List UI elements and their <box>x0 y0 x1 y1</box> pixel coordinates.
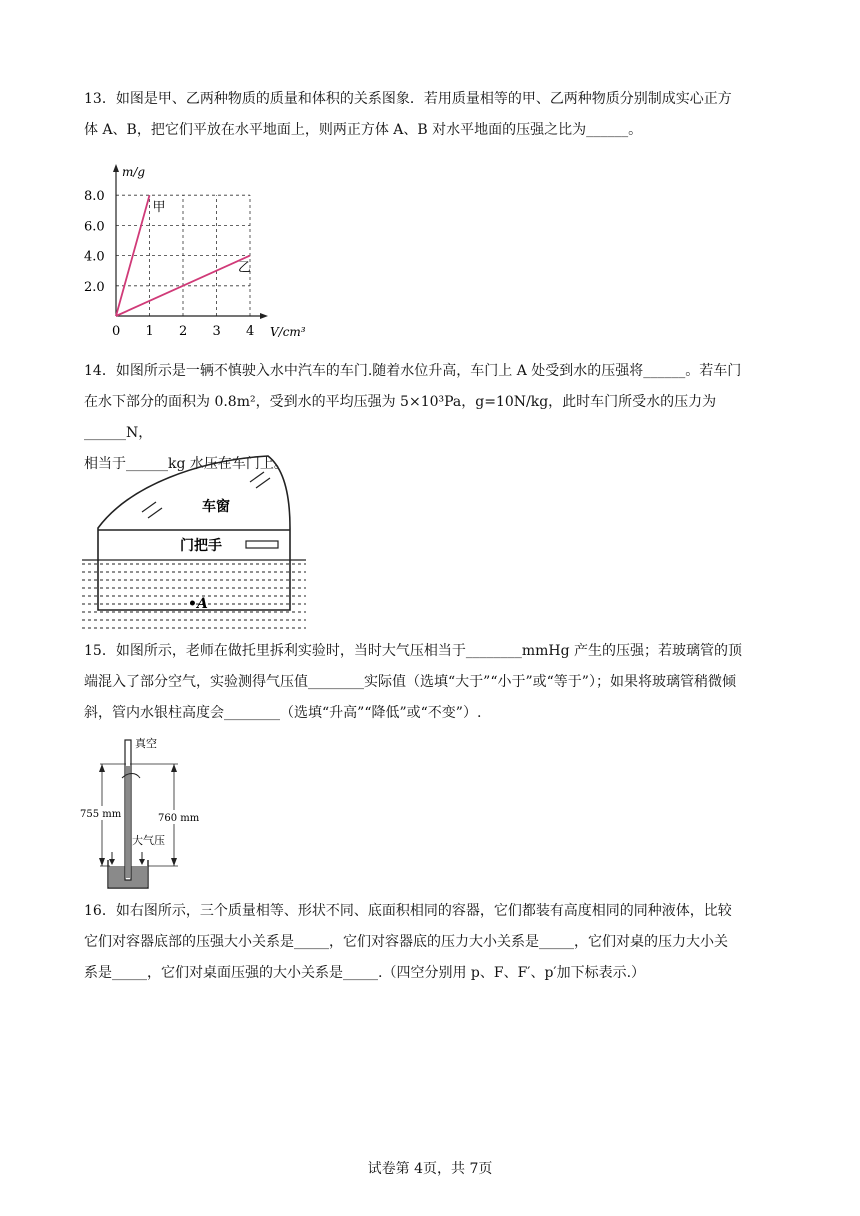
torricelli-figure <box>80 734 220 892</box>
y-tick-label: 6.0 <box>84 219 105 235</box>
question-15-line-2: 端混入了部分空气，实验测得气压值________实际值（选填“大于”“小于”或“等于”）；如果将玻璃管稍微倾 <box>84 674 736 690</box>
page-footer: 试卷第 4页，共 7页 <box>367 1161 493 1177</box>
question-13 <box>84 84 784 146</box>
left-height-label: 755 mm <box>80 809 122 820</box>
tube-mercury <box>126 766 130 878</box>
question-16-line-1: 16．如右图所示，三个质量相等、形状不同、底面积相同的容器，它们都装有高度相同的同种液体，比较 <box>84 903 732 919</box>
vacuum-label: 真空 <box>135 737 157 750</box>
car-door-outline <box>98 456 290 610</box>
question-15 <box>84 636 784 729</box>
x-axis-arrow <box>260 313 268 319</box>
right-height-label: 760 mm <box>158 813 200 824</box>
handle-label: 门把手 <box>180 538 222 554</box>
question-15-line-1: 15．如图所示，老师在做托里拆利实验时，当时大气压相当于________mmHg 产生的压强；若玻璃管的顶 <box>84 643 742 659</box>
series-label-1: 甲 <box>152 200 166 216</box>
mass-volume-chart <box>80 160 330 345</box>
y-axis-label: m/g <box>122 165 146 179</box>
question-14-line-1: 14．如图所示是一辆不慎驶入水中汽车的车门.随着水位升高，车门上 A 处受到水的压强将______。若车门 <box>84 363 742 379</box>
x-tick-label: 4 <box>246 324 255 339</box>
question-16-line-2: 它们对容器底部的压强大小关系是_____，它们对容器底的压力大小关系是_____，它们对桌的压力大小关 <box>84 934 728 950</box>
question-14-line-3: 相当于______kg 水压在车门上。 <box>84 456 288 472</box>
question-15-line-3: 斜，管内水银柱高度会________（选填“升高”“降低”或“不变”）. <box>84 705 482 721</box>
series-label-2: 乙 <box>238 260 252 276</box>
y-tick-label: 4.0 <box>84 249 105 265</box>
question-14-line-2: 在水下部分的面积为 0.8m²，受到水的平均压强为 5×10³Pa，g=10N/kg，此时车门所受水的压力为______N， <box>84 394 717 441</box>
point-a-label: •A <box>188 596 208 612</box>
x-tick-label: 3 <box>212 324 221 339</box>
x-tick-label: 1 <box>145 324 154 339</box>
y-axis-arrow <box>113 164 119 172</box>
x-axis-label: V/cm³ <box>270 325 306 339</box>
question-16-line-3: 系是_____，它们对桌面压强的大小关系是_____.（四空分别用 p、F、F′、p′加下标表示.） <box>84 965 646 981</box>
car-door-figure <box>80 450 310 636</box>
window-label: 车窗 <box>202 499 230 515</box>
y-tick-label: 2.0 <box>84 279 105 295</box>
question-13-line-2: 体 A、B，把它们平放在水平地面上，则两正方体 A、B 对水平地面的压强之比为______。 <box>84 122 643 138</box>
series-line-1 <box>116 195 150 316</box>
door-handle <box>246 541 278 548</box>
question-13-line-1: 13．如图是甲、乙两种物质的质量和体积的关系图象．若用质量相等的甲、乙两种物质分别制成实心正方 <box>84 91 732 107</box>
pressure-label: 大气压 <box>132 834 165 847</box>
question-16 <box>84 896 784 989</box>
x-tick-label: 0 <box>112 324 121 339</box>
y-tick-label: 8.0 <box>84 189 105 205</box>
x-tick-label: 2 <box>179 324 188 339</box>
